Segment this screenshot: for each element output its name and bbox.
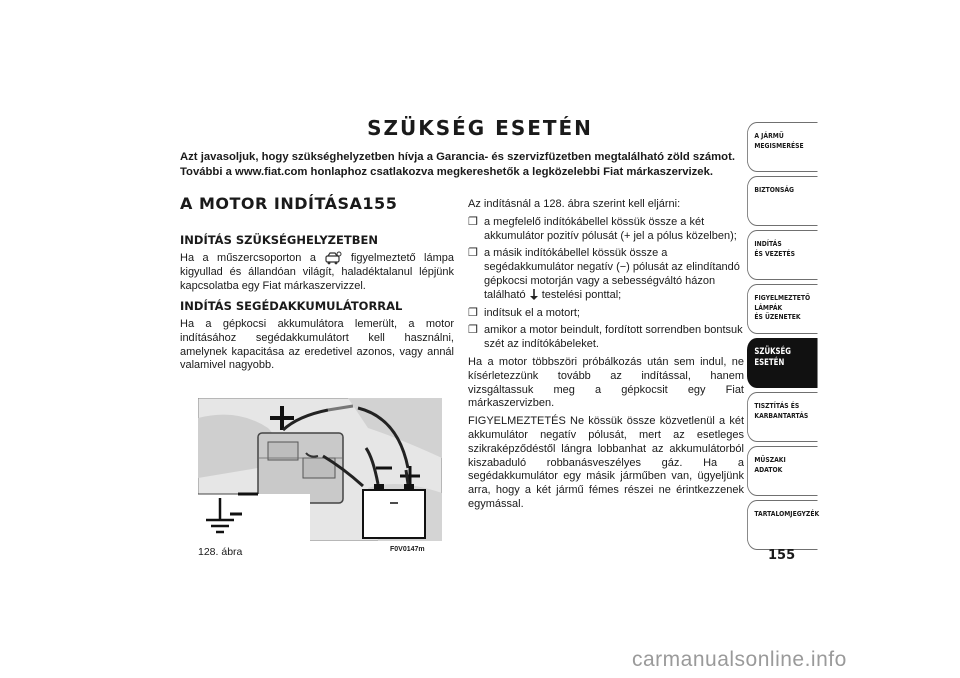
tab-safety[interactable]: BIZTONSÁG — [747, 176, 818, 226]
step-text: a megfelelő indítókábellel kössük össze a két akkumulátor pozitív pólusát (+ jel a pólus közelben); — [484, 215, 737, 242]
tab-emergency[interactable]: SZÜKSÉG ESETÉN — [747, 338, 818, 388]
booster-battery-paragraph: Ha a gépkocsi akkumulátora lemerült, a motor indításához segédakkumulátort kell használni, amelynek kapacitása az eredetivel azonos, vagy annál valamivel nagyobb. — [180, 318, 454, 372]
tab-technical-data[interactable]: MŰSZAKI ADATOK — [747, 446, 818, 496]
subsection-title-emergency-start: INDÍTÁS SZÜKSÉGHELYZETBEN — [180, 233, 378, 247]
jump-start-figure — [198, 398, 442, 541]
tab-maintenance[interactable]: TISZTÍTÁS ÉS KARBANTARTÁS — [747, 392, 818, 442]
figure-caption: 128. ábra — [198, 546, 243, 558]
tab-index[interactable]: TARTALOMJEGYZÉK — [747, 500, 818, 550]
page-title: SZÜKSÉG ESETÉN — [367, 116, 593, 140]
step-text: amikor a motor beindult, fordított sorrendben bontsuk szét az indítókábeleket. — [484, 324, 743, 351]
page-number: 155 — [768, 548, 796, 563]
tab-warning-lights[interactable]: FIGYELMEZTETŐ LÁMPÁK ÉS ÜZENETEK — [747, 284, 818, 334]
ground-point-icon — [529, 289, 539, 301]
chapter-tabs — [747, 122, 819, 554]
watermark: carmanualsonline.info — [632, 648, 847, 671]
right-column — [468, 198, 744, 516]
emergency-start-text-after: figyelmeztető lámpa kigyullad és állandóan világít, haladéktalanul lépjünk kapcsolatba egy Fiat márkaszervizzel. — [180, 251, 455, 292]
checkbox-bullet-icon: ❐ — [468, 306, 478, 319]
procedure-steps — [468, 216, 744, 352]
checkbox-bullet-icon: ❐ — [468, 324, 478, 337]
checkbox-bullet-icon: ❐ — [468, 215, 478, 228]
immobilizer-warning-icon — [324, 251, 342, 265]
intro-paragraph: Azt javasoljuk, hogy szükséghelyzetben hívja a Garancia- és szervizfüzetben megtalálható zöld számot. További a www.fiat.com honlaphoz csatlakozva megkereshetők a legközelebbi Fiat márkaszervizek. — [180, 151, 735, 178]
procedure-step — [468, 247, 744, 302]
tab-starting-driving[interactable]: INDÍTÁS ÉS VEZETÉS — [747, 230, 818, 280]
procedure-lead: Az indításnál a 128. ábra szerint kell eljárni: — [468, 198, 681, 210]
tab-vehicle-overview[interactable]: A JÁRMŰ MEGISMERÉSE — [747, 122, 818, 172]
subsection-title-booster-battery: INDÍTÁS SEGÉDAKKUMULÁTORRAL — [180, 299, 403, 313]
emergency-start-text-before: Ha a műszercsoporton a — [180, 251, 316, 264]
section-title: A MOTOR INDÍTÁSA155 — [180, 194, 398, 213]
procedure-step — [468, 307, 744, 321]
emergency-start-paragraph — [180, 251, 454, 293]
checkbox-bullet-icon: ❐ — [468, 247, 478, 260]
procedure-step — [468, 324, 744, 352]
warning-paragraph: FIGYELMEZTETÉS Ne kössük össze közvetlenül a két akkumulátor negatív pólusát, mert az esetleges szikraképződéstől lángra lobbanhat az akkumulátorból kiszabaduló robbanásveszélyes gáz. Ha a segédakkumulátor egy másik járműben van, ügyeljünk arra, hogy a két jármű fémes részei ne érintkezzenek egymással. — [468, 415, 744, 510]
figure-code: F0V0147m — [390, 546, 425, 553]
no-start-paragraph: Ha a motor többszöri próbálkozás után sem indul, ne kísérletezzünk tovább az indítással, hanem vizsgáltassuk meg a gépkocsit egy Fiat márkaszervizben. — [468, 355, 744, 410]
step-text-tail: testelési ponttal; — [541, 288, 622, 301]
procedure-step — [468, 216, 744, 244]
step-text: a másik indítókábellel kössük össze a segédakkumulátor negatív (−) pólusát az elindítandó gépkocsi motorján vagy a sebességváltó házon található — [484, 247, 740, 301]
step-text: indítsuk el a motort; — [484, 306, 580, 319]
